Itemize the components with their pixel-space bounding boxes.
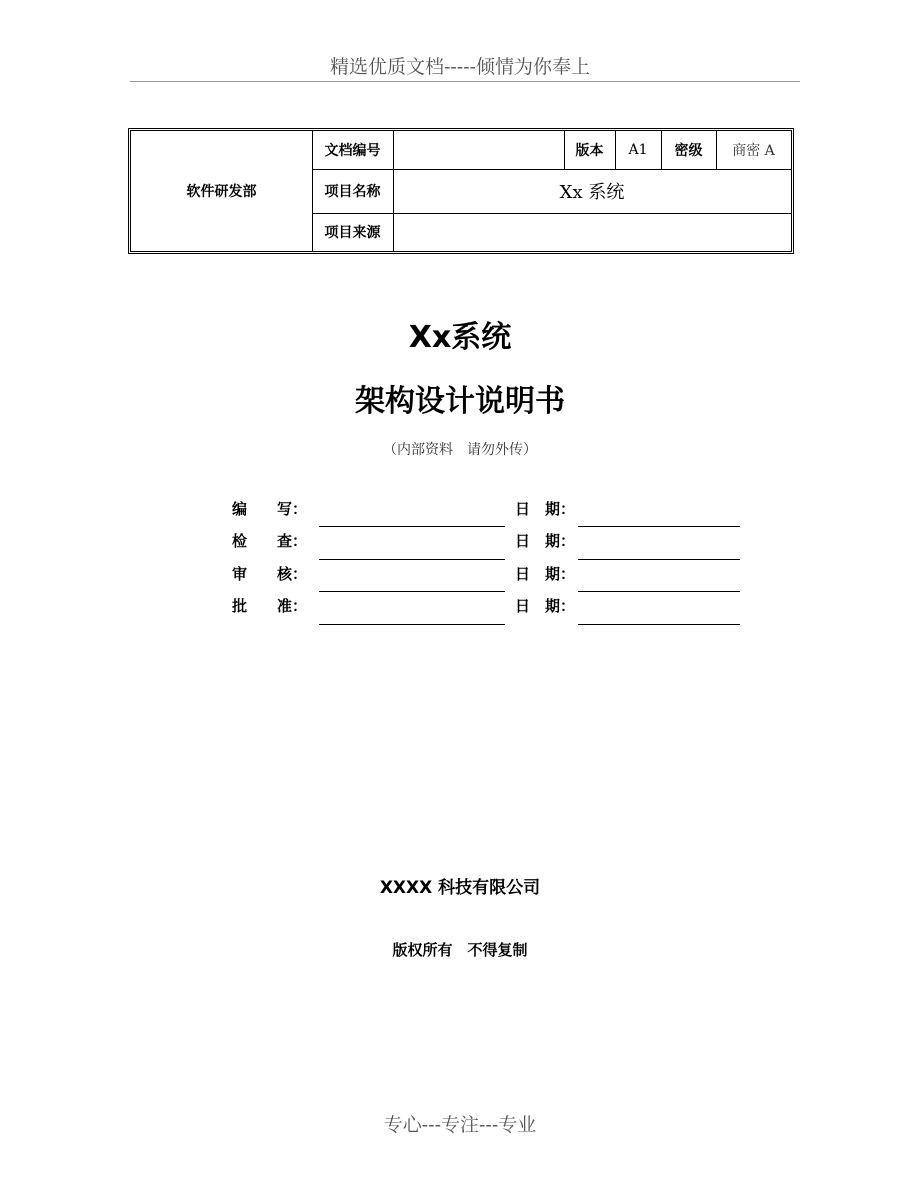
approver-signature-line [319, 624, 505, 625]
company-name: XXXX 科技有限公司 [379, 878, 541, 898]
project-name-value: Xx 系统 [559, 182, 625, 203]
approver-label: 批 准： [232, 597, 308, 615]
reviewer-date-label: 日 期： [515, 565, 576, 583]
author-label: 编 写： [232, 500, 308, 518]
project-source-label: 项目来源 [324, 225, 381, 241]
author-signature-line [319, 526, 505, 527]
security-label: 密级 [674, 143, 703, 159]
document-title-system: Xx系统 [408, 320, 512, 355]
confidential-note: （内部资料 请勿外传） [383, 442, 537, 458]
checker-signature-line [319, 559, 505, 560]
approver-date-line [578, 624, 740, 625]
security-value: 商密 A [732, 143, 775, 159]
project-source-value [393, 213, 791, 251]
project-name-label: 项目名称 [324, 184, 381, 200]
reviewer-label: 审 核： [232, 565, 308, 583]
copyright-notice: 版权所有 不得复制 [392, 941, 528, 959]
doc-number-label: 文档编号 [324, 143, 381, 159]
reviewer-signature-line [319, 591, 505, 592]
version-value: A1 [628, 142, 648, 158]
version-label: 版本 [575, 143, 604, 159]
checker-label: 检 查： [232, 532, 308, 550]
checker-date-label: 日 期： [515, 532, 576, 550]
page-footer: 专心---专注---专业 [383, 1114, 537, 1136]
author-date-label: 日 期： [515, 500, 576, 518]
header-rule [130, 81, 800, 82]
document-title-main: 架构设计说明书 [355, 384, 565, 419]
reviewer-date-line [578, 591, 740, 592]
page-header: 精选优质文档-----倾情为你奉上 [329, 56, 591, 78]
author-date-line [578, 526, 740, 527]
department-cell: 软件研发部 [186, 184, 257, 200]
checker-date-line [578, 559, 740, 560]
approver-date-label: 日 期： [515, 597, 576, 615]
doc-number-value [393, 131, 564, 169]
document-info-table [128, 128, 794, 254]
